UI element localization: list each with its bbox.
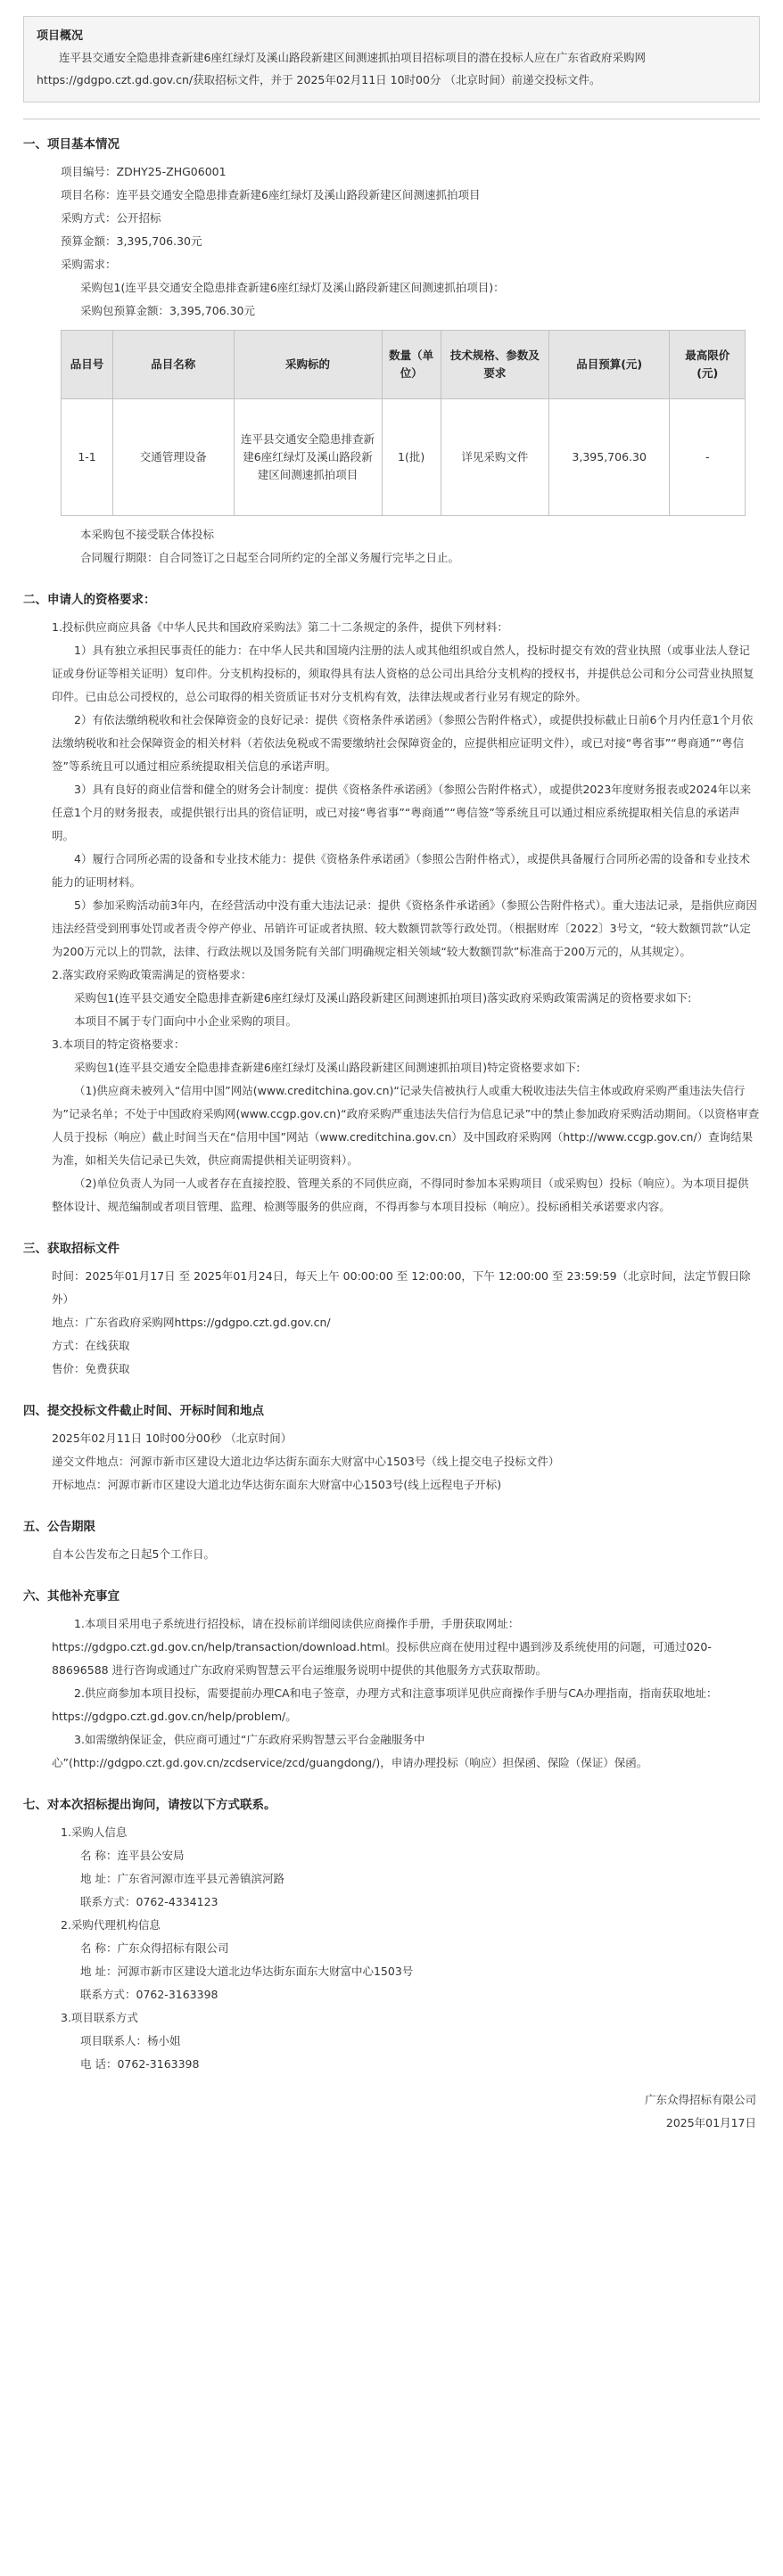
- section-other-matters-title: 六、其他补充事宜: [23, 1589, 120, 1604]
- project-contact-person: 项目联系人：杨小姐: [80, 2034, 181, 2047]
- agency-name: 名 称：广东众得招标有限公司: [80, 1941, 229, 1955]
- procurement-method: 采购方式：公开招标: [61, 211, 161, 225]
- section-contact-title: 七、对本次招标提出询问，请按以下方式联系。: [23, 1798, 276, 1812]
- agency-info-heading: 2.采购代理机构信息: [61, 1918, 161, 1932]
- buyer-name: 名 称：连平县公安局: [80, 1849, 185, 1862]
- get-docs-place: 地点：广东省政府采购网https://gdgpo.czt.gd.gov.cn/: [52, 1316, 331, 1329]
- section-basic-info-title: 一、项目基本情况: [23, 137, 120, 152]
- project-name: 项目名称：连平县交通安全隐患排查新建6座红绿灯及溪山路段新建区间测速抓拍项目: [61, 188, 481, 201]
- get-docs-way: 方式：在线获取: [52, 1339, 130, 1352]
- other-matter-item: 2.供应商参加本项目投标，需要提前办理CA和电子签章，办理方式和注意事项详见供应商操作手册与CA办理指南，指南获取地址：https://gdgpo.czt.gd.gov.cn/help/problem/。: [52, 1686, 718, 1723]
- buyer-info-heading: 1.采购人信息: [61, 1825, 128, 1839]
- cell-max-price: -: [670, 399, 746, 516]
- qualification-item: 本项目不属于专门面向中小企业采购的项目。: [74, 1014, 298, 1028]
- cell-item-no: 1-1: [62, 399, 113, 516]
- buyer-phone: 联系方式：0762-4334123: [80, 1895, 218, 1908]
- cell-item-name: 交通管理设备: [113, 399, 234, 516]
- qualification-item: （1)供应商未被列入“信用中国”网站(www.creditchina.gov.cn)“记录失信被执行人或重大税收违法失信主体或政府采购严重违法失信行为”记录名单；不处于中国政府采购网(www.ccgp.gov.cn)“政府采购严重违法失信行为信息记录”中的禁止参加政府采购活动期间。（以资格审查人员于投标（响应）截止时间当天在“信用中国”网站（www.creditchina.gov.cn）及中国政府采购网（http://www.ccgp.gov.cn/）查询结果为准，如相关失信记录已失效，供应商需提供相关证明资料）。: [52, 1084, 760, 1167]
- table-header-row: [62, 331, 746, 399]
- table-row: [62, 399, 746, 516]
- project-contact-phone: 电 话：0762-3163398: [80, 2057, 200, 2071]
- col-quantity: 数量（单位）: [382, 331, 441, 399]
- notice-period-text: 自本公告发布之日起5个工作日。: [52, 1547, 215, 1561]
- project-contact-heading: 3.项目联系方式: [61, 2011, 138, 2024]
- qualification-item: 采购包1(连平县交通安全隐患排查新建6座红绿灯及溪山路段新建区间测速抓拍项目)落实政府采购政策需满足的资格要求如下:: [74, 991, 692, 1005]
- qualification-item: 采购包1(连平县交通安全隐患排查新建6座红绿灯及溪山路段新建区间测速抓拍项目)特定资格要求如下:: [74, 1061, 581, 1074]
- col-item-no: 品目号: [62, 331, 113, 399]
- qualification-item: 5）参加采购活动前3年内，在经营活动中没有重大违法记录：提供《资格条件承诺函》（参照公告附件格式）。重大违法记录，是指供应商因违法经营受到刑事处罚或者责令停产停业、吊销许可证或者执照、较大数额罚款等行政处罚。（根据财库〔2022〕3号文，“较大数额罚款”认定为200万元以上的罚款，法律、行政法规以及国务院有关部门明确规定相关领域“较大数额罚款”标准高于200万元的，从其规定）。: [52, 898, 757, 958]
- section-notice-period-title: 五、公告期限: [23, 1520, 95, 1534]
- contract-period: 合同履行期限：自合同签订之日起至合同所约定的全部义务履行完毕之日止。: [80, 551, 460, 564]
- project-overview-box: [23, 16, 760, 103]
- col-spec: 技术规格、参数及要求: [441, 331, 548, 399]
- qualification-item: （2)单位负责人为同一人或者存在直接控股、管理关系的不同供应商，不得同时参加本采购项目（或采购包）投标（响应）。为本项目提供整体设计、规范编制或者项目管理、监理、检测等服务的供应商，不得再参与本项目投标（响应）。投标函相关承诺要求内容。: [52, 1177, 749, 1213]
- qualification-item: 2）有依法缴纳税收和社会保障资金的良好记录：提供《资格条件承诺函》（参照公告附件格式），或提供投标截止日前6个月内任意1个月依法缴纳税收和社会保障资金的相关材料（若依法免税或不需要缴纳社会保障资金的，应提供相应证明文件），或已对接“粤省事”“粤商通”“粤信签”等系统且可以通过相应系统提取相关信息的承诺声明。: [52, 713, 754, 773]
- qualification-item: 4）履行合同所必需的设备和专业技术能力：提供《资格条件承诺函》（参照公告附件格式），或提供具备履行合同所必需的设备和专业技术能力的证明材料。: [52, 852, 750, 889]
- signature-date: 2025年01月17日: [665, 2116, 756, 2129]
- col-budget: 品目预算(元): [548, 331, 669, 399]
- col-target: 采购标的: [234, 331, 382, 399]
- other-matter-item: 3.如需缴纳保证金，供应商可通过“广东政府采购智慧云平台金融服务中心”(http://gdgpo.czt.gd.gov.cn/zcdservice/zcd/guangdong/)，申请办理投标（响应）担保函、保险（保证）保函。: [52, 1733, 648, 1769]
- qualification-item: 1）具有独立承担民事责任的能力：在中华人民共和国境内注册的法人或其他组织或自然人，投标时提交有效的营业执照（或事业法人登记证或身份证等相关证明）复印件。分支机构投标的，须取得具有法人资格的总公司出具给分支机构的授权书，并提供总公司和分公司营业执照复印件。已由总公司授权的，总公司取得的相关资质证书对分支机构有效，法律法规或者行业另有规定的除外。: [52, 644, 754, 703]
- section-get-docs-title: 三、获取招标文件: [23, 1242, 120, 1256]
- other-matter-item: 1.本项目采用电子系统进行招投标，请在投标前详细阅读供应商操作手册，手册获取网址：https://gdgpo.czt.gd.gov.cn/help/transaction/download.html。投标供应商在使用过程中遇到涉及系统使用的问题，可通过020-88696588 进行咨询或通过广东政府采购智慧云平台运维服务说明中提供的其他服务方式获取帮助。: [52, 1617, 712, 1677]
- overview-title: 项目概况: [37, 29, 84, 43]
- get-docs-price: 售价：免费获取: [52, 1362, 130, 1375]
- open-place: 开标地点：河源市新市区建设大道北边华达街东面东大财富中心1503号(线上远程电子开标): [52, 1478, 502, 1491]
- budget-amount: 预算金额：3,395,706.30元: [61, 234, 202, 248]
- qualification-item: 3）具有良好的商业信誉和健全的财务会计制度：提供《资格条件承诺函》（参照公告附件格式），或提供2023年度财务报表或2024年以来任意1个月的财务报表，或提供银行出具的资信证明，或已对接“粤省事”“粤商通”“粤信签”等系统且可以通过相应系统提取相关信息的承诺声明。: [52, 783, 752, 842]
- package-budget: 采购包预算金额：3,395,706.30元: [80, 304, 255, 317]
- col-item-name: 品目名称: [113, 331, 234, 399]
- project-number: 项目编号：ZDHY25-ZHG06001: [61, 165, 227, 178]
- qualification-item: 2.落实政府采购政策需满足的资格要求：: [52, 968, 252, 981]
- cell-target: 连平县交通安全隐患排查新建6座红绿灯及溪山路段新建区间测速抓拍项目: [234, 399, 382, 516]
- section-deadline-title: 四、提交投标文件截止时间、开标时间和地点: [23, 1404, 264, 1418]
- no-consortium-note: 本采购包不接受联合体投标: [80, 528, 215, 541]
- signature-org: 广东众得招标有限公司: [644, 2093, 756, 2106]
- qualification-item: 3.本项目的特定资格要求：: [52, 1038, 185, 1051]
- cell-budget: 3,395,706.30: [548, 399, 669, 516]
- overview-text: 连平县交通安全隐患排查新建6座红绿灯及溪山路段新建区间测速抓拍项目招标项目的潜在投标人应在广东省政府采购网https://gdgpo.czt.gd.gov.cn/获取招标文件，并于 2025年02月11日 10时00分 （北京时间）前递交投标文件。: [37, 51, 646, 86]
- qualification-item: 1.投标供应商应具备《中华人民共和国政府采购法》第二十二条规定的条件，提供下列材料：: [52, 620, 508, 634]
- buyer-address: 地 址：广东省河源市连平县元善镇滨河路: [80, 1872, 284, 1885]
- agency-phone: 联系方式：0762-3163398: [80, 1988, 218, 2001]
- get-docs-time: 时间：2025年01月17日 至 2025年01月24日，每天上午 00:00:00 至 12:00:00，下午 12:00:00 至 23:59:59（北京时间，法定节假日除外）: [52, 1269, 751, 1306]
- items-table: [61, 330, 746, 516]
- submit-place: 递交文件地点：河源市新市区建设大道北边华达街东面东大财富中心1503号（线上提交电子投标文件）: [52, 1455, 560, 1468]
- cell-quantity: 1(批): [382, 399, 441, 516]
- col-max-price: 最高限价(元): [670, 331, 746, 399]
- cell-spec: 详见采购文件: [441, 399, 548, 516]
- agency-address: 地 址：河源市新市区建设大道北边华达街东面东大财富中心1503号: [80, 1965, 414, 1978]
- demand-label: 采购需求：: [61, 258, 117, 271]
- section-qualification-title: 二、申请人的资格要求：: [23, 593, 156, 607]
- bid-deadline: 2025年02月11日 10时00分00秒 （北京时间）: [52, 1432, 293, 1445]
- package-title: 采购包1(连平县交通安全隐患排查新建6座红绿灯及溪山路段新建区间测速抓拍项目)：: [80, 281, 505, 294]
